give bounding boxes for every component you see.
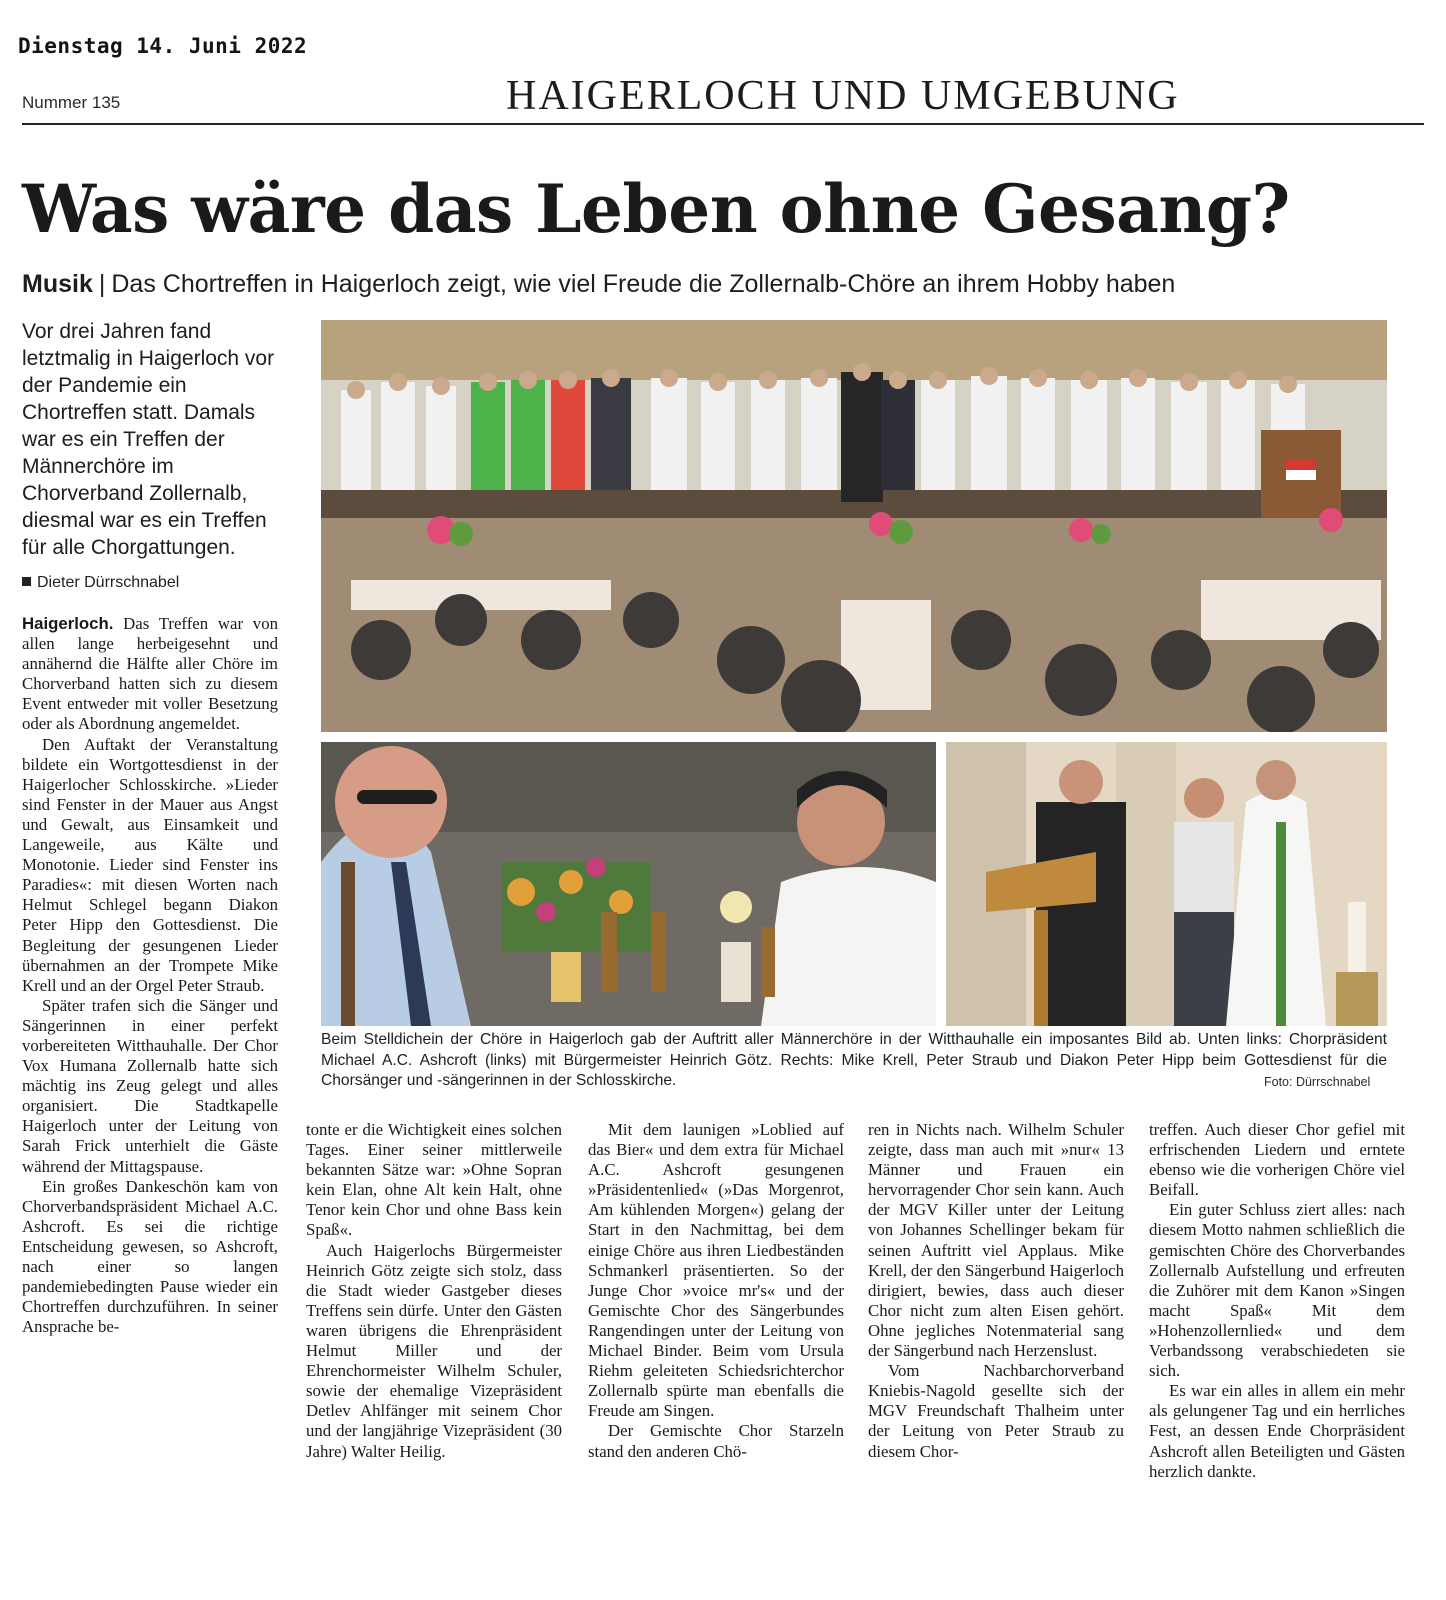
paragraph: Ein guter Schluss ziert alles: nach diesem Motto nahmen schließlich die gemischten Chöre des Chorverbandes Zollernalb Aufstellung und erfreuten die Zuhörer mit dem Kanon »Singen macht Spaß« Mit dem »Hohenzollernlied« und dem Verbandssong verabschiedeten sie sich.	[1149, 1200, 1405, 1381]
paragraph: Auch Haigerlochs Bürgermeister Heinrich Götz zeigte sich stolz, dass die Stadt wieder Gastgeber dieses Treffens sein dürfe. Unter den Gästen waren übrigens die Ehrenpräsident Helmut Miller und der Ehrenchormeister Wilhelm Schuler, sowie der ehemalige Vizepräsident Detlev Ahlfänger mit seinem Chor und der langjährige Vizepräsident (30 Jahre) Walter Heilig.	[306, 1240, 562, 1461]
section-rule	[22, 123, 1424, 125]
section-title: HAIGERLOCH UND UMGEBUNG	[506, 73, 1180, 119]
paragraph: tonte er die Wichtigkeit eines solchen Tages. Einer seiner mittlerweile bekannten Sätze war: »Ohne Sopran kein Elan, ohne Alt kein Halt, ohne Tenor kein Chor und ohne Bass kein Spaß«.	[306, 1120, 562, 1240]
author-byline	[22, 574, 179, 592]
print-date: Dienstag 14. Juni 2022	[18, 34, 308, 58]
article-column-4	[868, 1120, 1124, 1462]
subheadline-text: Das Chortreffen in Haigerloch zeigt, wie viel Freude die Zollernalb-Chöre an ihrem Hobby haben	[111, 270, 1176, 298]
paragraph: Mit dem launigen »Loblied auf das Bier« und dem extra für Michael A.C. Ashcroft gesungenen »Präsidentenlied« (»Das Morgenrot, Am kühlenden Morgen«) gelang der Start in den Nachmittag, bei dem einige Chöre aus ihren Liedbeständen Schmankerl präsentierten. So der Junge Chor »voice mr's« und der Gemischte Chor des Sängerbundes Rangendingen unter der Leitung von Michael Binder. Beim vom Ursula Riehm geleiteten Schiedsrichterchor Zollernalb spürte man ebenfalls die Freude am Singen.	[588, 1120, 844, 1421]
paragraph	[22, 614, 278, 735]
paragraph: Der Gemischte Chor Starzeln stand den anderen Chö-	[588, 1421, 844, 1461]
paragraph-text: Das Treffen war von allen lange herbeigesehnt und annähernd die Hälfte aller Chöre im Chorverband hatten sich zu diesem Event entweder mit voller Besetzung oder als Abordnung angemeldet.	[22, 614, 278, 734]
article-column-3	[588, 1120, 844, 1462]
paragraph: Es war ein alles in allem ein mehr als gelungener Tag und ein herrliches Fest, an dessen Ende Chorpräsident Ashcroft allen Beteiligten und Gästen herzlich dankte.	[1149, 1381, 1405, 1481]
president-mayor-photo	[321, 742, 936, 1026]
paragraph: ren in Nichts nach. Wilhelm Schuler zeigte, dass man auch mit »nur« 13 Männer und Frauen ein hervorragender Chor sein kann. Auch der MGV Killer unter der Leitung von Johannes Schellinger bekam für seinen Auftritt viel Applaus. Mike Krell, der den Sängerbund Haigerloch dirigiert, bewies, dass auch dieser Chor nicht zum alten Eisen gehört. Ohne jegliches Notenmaterial sang der Sängerbund nach Herzenslust.	[868, 1120, 1124, 1361]
paragraph: Den Auftakt der Veranstaltung bildete ein Wortgottesdienst in der Haigerlocher Schlosskirche. »Lieder sind Fenster in der Mauer aus Angst und Gewalt, aus Einsamkeit und Langeweile, aus Kälte und Monotonie. Lieder sind Fenster ins Paradies«: mit diesen Worten nach Helmut Schlegel begann Diakon Peter Hipp den Gottesdienst. Die Begleitung der gesungenen Lieder übernahmen an der Trompete Mike Krell und an der Orgel Peter Straub.	[22, 734, 278, 995]
article-column-5	[1149, 1120, 1405, 1482]
article-subheadline	[22, 270, 1175, 299]
article-column-2	[306, 1120, 562, 1462]
photo-credit: Foto: Dürrschnabel	[1264, 1075, 1371, 1089]
article-column-1	[22, 614, 278, 1337]
topic-kicker: Musik	[22, 270, 93, 298]
paragraph: Ein großes Dankeschön kam von Chorverbandspräsident Michael A.C. Ashcroft. Es sei die richtige Entscheidung gewesen, so Ashcroft, nach einer so langen pandemiebedingten Pause wieder ein Chortreffen durchzuführen. In seiner Ansprache be-	[22, 1176, 278, 1337]
paragraph: treffen. Auch dieser Chor gefiel mit erfrischenden Liedern und erntete ebenso wie die vorherigen Chöre viel Beifall.	[1149, 1120, 1405, 1200]
article-lead: Vor drei Jahren fand letztmalig in Haigerloch vor der Pandemie ein Chortreffen statt. Damals war es ein Treffen der Männerchöre im Chorverband Zollernalb, diesmal war es ein Treffen für alle Chorgattungen.	[22, 320, 275, 559]
choir-stage-photo	[321, 320, 1387, 732]
issue-number: Nummer 135	[22, 93, 121, 112]
article-headline: Was wäre das Leben ohne Gesang?	[22, 170, 1290, 248]
photo-caption: Beim Stelldichein der Chöre in Haigerloch gab der Auftritt aller Männerchöre in der Witthauhalle ein imposantes Bild ab. Unten links: Chorpräsident Michael A.C. Ashcroft (links) mit Bürgermeister Heinrich Götz. Rechts: Mike Krell, Peter Straub und Diakon Peter Hipp beim Gottesdienst für die Chorsänger und -sängerinnen in der Schlosskirche.	[321, 1031, 1387, 1089]
paragraph: Vom Nachbarchorverband Kniebis-Nagold gesellte sich der MGV Freundschaft Thalheim unter der Leitung von Peter Straub zu diesem Chor-	[868, 1361, 1124, 1461]
byline-square-icon	[22, 577, 31, 586]
church-service-photo	[946, 742, 1387, 1026]
dateline: Haigerloch.	[22, 614, 114, 633]
kicker-separator: |	[98, 270, 106, 298]
author-name: Dieter Dürrschnabel	[37, 574, 180, 591]
paragraph: Später trafen sich die Sänger und Sängerinnen in einer perfekt vorbereiteten Witthauhalle. Der Chor Vox Humana Zollernalb hatte sich mächtig ins Zeug gelegt und alles organisiert. Die Stadtkapelle Haigerloch unter der Leitung von Sarah Frick unterhielt die Gäste während der Mittagspause.	[22, 995, 278, 1176]
